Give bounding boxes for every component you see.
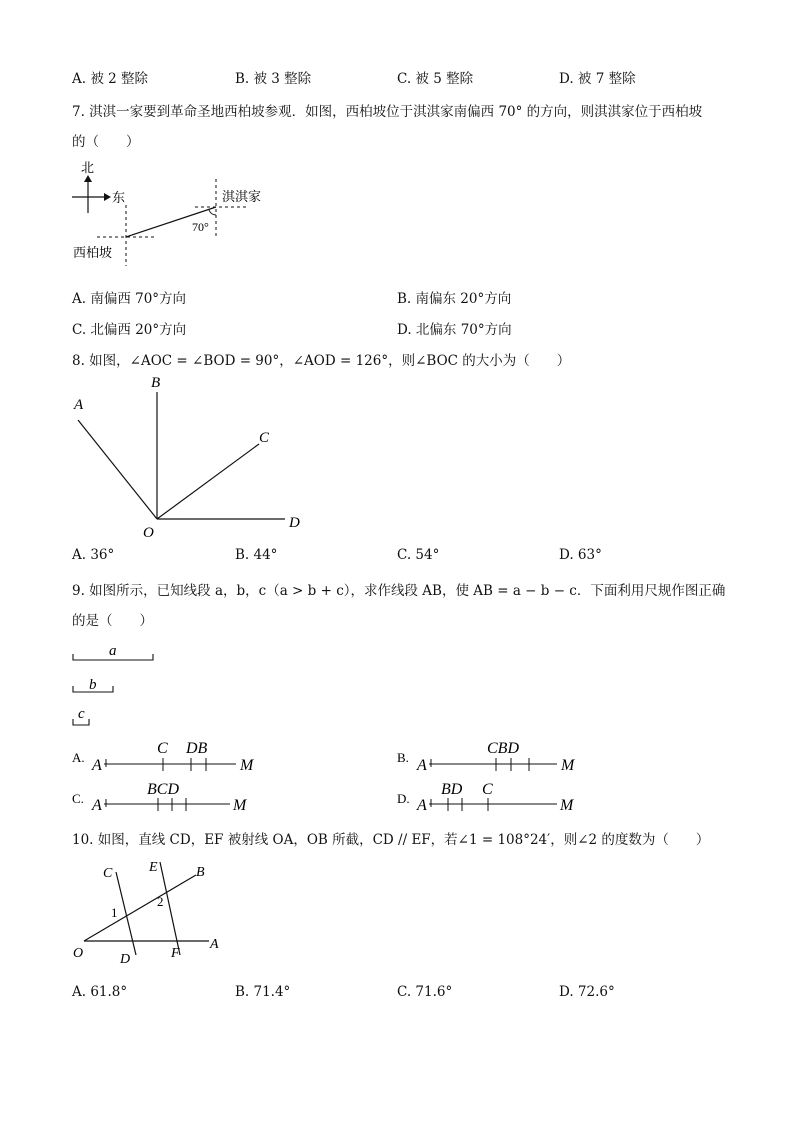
q9-option-c-label: C. bbox=[72, 791, 84, 806]
q8-label-a: A bbox=[74, 397, 84, 413]
q10-label-d: D bbox=[120, 952, 131, 967]
q9-option-b-start: A bbox=[417, 757, 427, 774]
q7-home-label: 淇淇家 bbox=[222, 189, 262, 204]
q9-option-a-marks2: DB bbox=[186, 740, 208, 757]
q9-option-c-end: M bbox=[233, 797, 247, 814]
q6-option-d: D. 被 7 整除 bbox=[559, 71, 636, 87]
q9-option-d-end: M bbox=[560, 797, 574, 814]
q9-option-a-end: M bbox=[240, 757, 254, 774]
q7-option-c: C. 北偏西 20°方向 bbox=[72, 322, 187, 338]
q9-seg-a-label: a bbox=[109, 643, 117, 659]
q7-option-b: B. 南偏东 20°方向 bbox=[397, 291, 512, 307]
q6-option-b: B. 被 3 整除 bbox=[235, 71, 312, 87]
q6-option-a: A. 被 2 整除 bbox=[72, 71, 149, 87]
q8-option-d: D. 63° bbox=[559, 547, 602, 563]
q10-label-1: 1 bbox=[111, 905, 118, 920]
q9-option-b-marks: CBD bbox=[487, 740, 519, 757]
q9-seg-c-label: c bbox=[78, 706, 85, 722]
q8-option-c: C. 54° bbox=[397, 547, 440, 563]
q8-question: 8. 如图，∠AOC = ∠BOD = 90°，∠AOD = 126°，则∠BOC 的大小为（ ） bbox=[72, 353, 571, 369]
q9-option-b-end: M bbox=[561, 757, 575, 774]
q9-option-c-marks: BCD bbox=[147, 781, 179, 798]
q7-north-label: 北 bbox=[81, 160, 95, 175]
q9-option-a-label: A. bbox=[72, 750, 85, 765]
q10-label-e: E bbox=[149, 860, 158, 875]
q9-seg-b-label: b bbox=[89, 677, 97, 693]
q7-angle-label: 70° bbox=[192, 220, 209, 234]
q9-option-b-label: B. bbox=[397, 750, 409, 765]
q9-option-c-start: A bbox=[92, 797, 102, 814]
q9-option-d-marks2: C bbox=[482, 781, 493, 798]
q10-option-c: C. 71.6° bbox=[397, 984, 453, 1000]
q10-question: 10. 如图，直线 CD，EF 被射线 OA，OB 所截，CD // EF，若∠1 = 108°24′，则∠2 的度数为（ ） bbox=[72, 832, 710, 848]
q10-label-c: C bbox=[103, 866, 113, 881]
q8-label-d: D bbox=[289, 515, 300, 531]
q9-option-d-label: D. bbox=[397, 791, 410, 806]
q10-option-a: A. 61.8° bbox=[72, 984, 128, 1000]
q6-option-c: C. 被 5 整除 bbox=[397, 71, 474, 87]
q10-label-b: B bbox=[196, 865, 205, 880]
q10-option-b: B. 71.4° bbox=[235, 984, 291, 1000]
q10-label-f: F bbox=[171, 946, 180, 961]
q10-label-a: A bbox=[210, 937, 219, 952]
q7-question: 7. 淇淇一家要到革命圣地西柏坡参观．如图，西柏坡位于淇淇家南偏西 70° 的方向，则淇淇家位于西柏坡 bbox=[72, 104, 703, 120]
q7-question-cont: 的（ ） bbox=[72, 134, 140, 150]
q8-label-c: C bbox=[259, 430, 270, 446]
q9-option-a-start: A bbox=[92, 757, 102, 774]
q7-xibaipo-label: 西柏坡 bbox=[73, 245, 113, 260]
q8-label-o: O bbox=[143, 525, 154, 541]
q7-option-a: A. 南偏西 70°方向 bbox=[72, 291, 187, 307]
q9-option-a-marks: C bbox=[157, 740, 168, 757]
q8-option-a: A. 36° bbox=[72, 547, 115, 563]
q7-east-label: 东 bbox=[112, 190, 126, 205]
q8-option-b: B. 44° bbox=[235, 547, 278, 563]
q9-option-d-start: A bbox=[417, 797, 427, 814]
q9-question: 9. 如图所示，已知线段 a，b，c（a > b + c），求作线段 AB，使 AB = a − b − c．下面利用尺规作图正确 bbox=[72, 583, 726, 599]
q10-label-2: 2 bbox=[157, 894, 164, 909]
q10-label-o: O bbox=[73, 946, 84, 961]
q7-option-d: D. 北偏东 70°方向 bbox=[397, 322, 512, 338]
q9-question-cont: 的是（ ） bbox=[72, 613, 153, 629]
q9-option-d-marks: BD bbox=[441, 781, 463, 798]
q10-option-d: D. 72.6° bbox=[559, 984, 615, 1000]
q8-label-b: B bbox=[151, 375, 161, 391]
